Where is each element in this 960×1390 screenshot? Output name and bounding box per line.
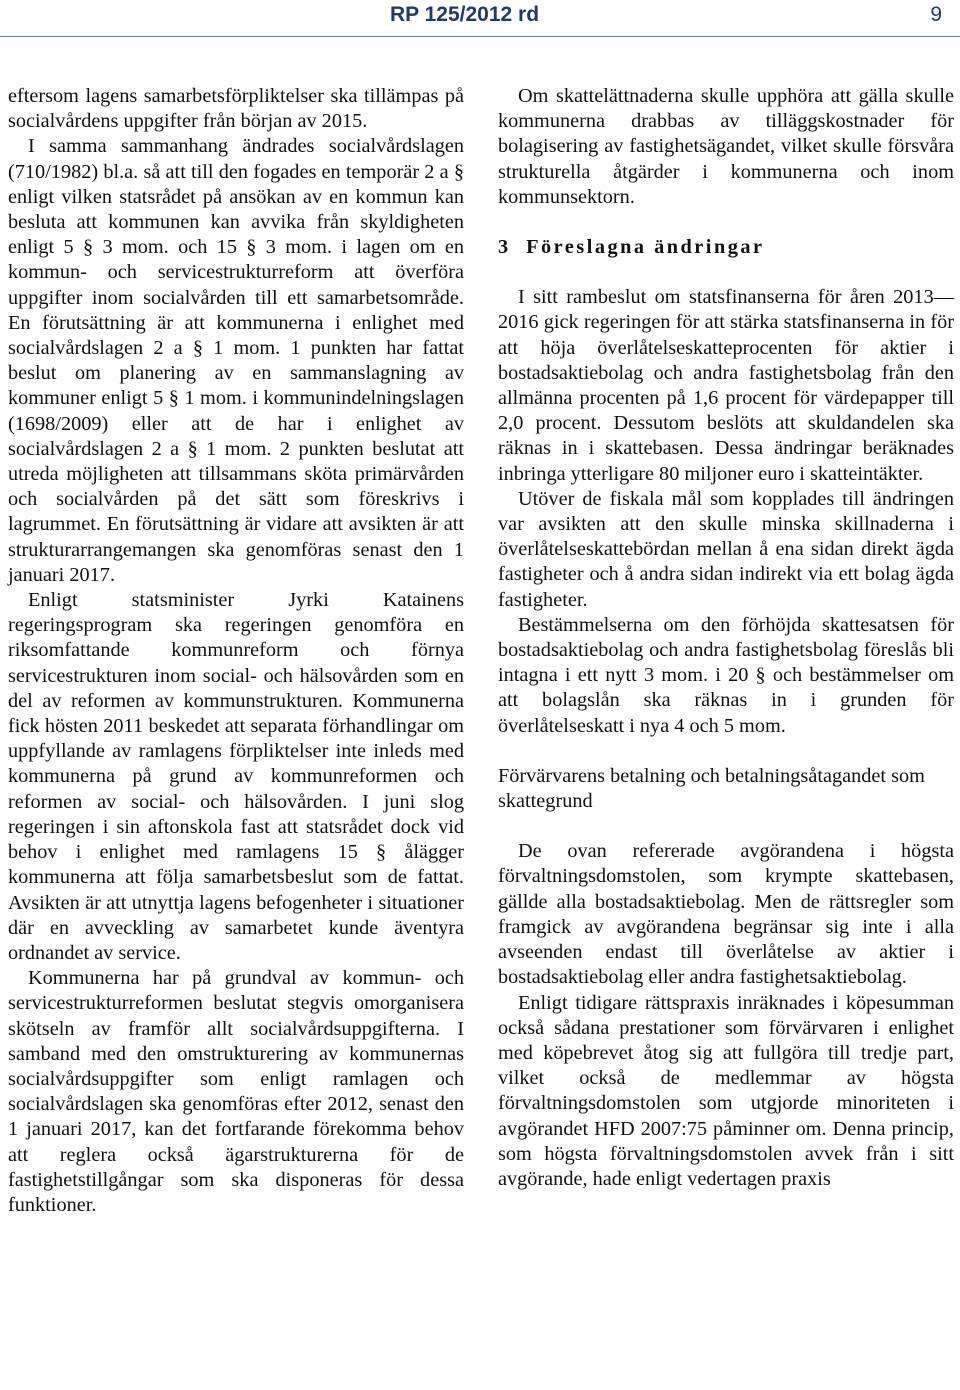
paragraph: Om skattelättnaderna skulle upphöra att gälla skulle kommunerna drabbas av tilläggskostnader för bolagisering av fastighetsägandet, vilket skulle försvåra strukturella åtgärder i kommunerna och inom kommunsektorn.	[498, 85, 954, 208]
section-title: Föreslagna ändringar	[526, 236, 765, 259]
section-number: 3	[498, 236, 509, 259]
paragraph: Enligt statsminister Jyrki Katainens regeringsprogram ska regeringen genomföra en riksomfattande kommunreform och förnya servicestrukturen inom social- och hälsovården som en del av reformen av kommunstrukturen. Kommunerna fick hösten 2011 beskedet att separata förhandlingar om uppfyllande av ramlagens förpliktelser inte inleds med kommunerna på grund av kommunreformen och reformen av social- och hälsovården. I juni slog regeringen i sin aftonskola fast att statsrådet dock vid behov i enlighet med ramlagens 15 § ålägger kommunerna att följa samarbetsbeslut som de fattat. Avsikten är att utnyttja lagens befogenheter i situationer där en avveckling av samarbetet kunde äventyra ordnandet av service.	[8, 589, 464, 964]
spacer	[498, 814, 954, 839]
paragraph: Bestämmelserna om den förhöjda skattesatsen för bostadsaktiebolag och andra fastighetsbolag föreslås bli intagna i ett nytt 3 mom. i 20 § och bestämmelser om att bolagslån ska räknas in i grunden för överlåtelseskatt i nya 4 och 5 mom.	[498, 613, 954, 737]
paragraph: De ovan refererade avgörandena i högsta förvaltningsdomstolen, som krympte skattebasen, gällde alla bostadsaktiebolag. Men de rättsregler som framgick av avgörandena begränsar sig inte i alla avseenden endast till överlåtelse av aktier i bostadsaktiebolag eller andra fastighetsaktiebolag.	[498, 840, 954, 989]
section-heading	[498, 235, 954, 260]
paragraph: Utöver de fiskala mål som kopplades till ändringen var avsikten att den skulle minska skillnaderna i överlåtelseskattebördan mellan å ena sidan direkt ägda fastigheter och å andra sidan indirekt via ett bolag ägda fastigheter.	[498, 487, 954, 611]
paragraph: I samma sammanhang ändrades socialvårdslagen (710/1982) bl.a. så att till den fogades en temporär 2 a § enligt vilken statsrådet på ansökan av en kommun kan besluta att kommunen kan avvika från skyldigheten enligt 5 § 3 mom. och 15 § 3 mom. i lagen om en kommun- och servicestrukturreform att överföra uppgifter inom socialvården till ett samarbetsområde. En förutsättning är att kommunerna i enlighet med socialvårdslagen 2 a § 1 mom. 1 punkten har fattat beslut om planering av en sammanslagning av kommuner enligt 5 § 1 mom. i kommunindelningslagen (1698/2009) eller att de har i enlighet av socialvårdslagen 2 a § 1 mom. 2 punkten beslutat att utreda möjligheten att tillsammans sköta primärvården och socialvården på det sätt som föreskrivs i lagrummet. En förutsättning är vidare att avsikten är att strukturarrangemangen ska genomföras senast den 1 januari 2017.	[8, 135, 464, 586]
left-column	[8, 84, 464, 1218]
paragraph: eftersom lagens samarbetsförpliktelser ska tillämpas på socialvårdens uppgifter från början av 2015.	[8, 85, 464, 133]
spacer	[498, 739, 954, 764]
paragraph: Kommunerna har på grundval av kommun- och servicestrukturreformen beslutat stegvis omorganisera skötseln av framför allt socialvårdsuppgifterna. I samband med den omstrukturering av kommunernas socialvårdsuppgifter som enligt ramlagen och socialvårdslagen ska genomföras efter 2012, senast den 1 januari 2017, kan det fortfarande förekomma behov att reglera också ägarstrukturerna för de fastighetstillgångar som ska disponeras för dessa funktioner.	[8, 967, 464, 1216]
header-divider	[0, 36, 960, 37]
page-number: 9	[930, 3, 942, 26]
subheading: Förvärvarens betalning och betalningsåtagandet som skattegrund	[498, 764, 925, 813]
spacer	[498, 210, 954, 235]
document-title: RP 125/2012 rd	[390, 3, 540, 26]
right-column	[498, 84, 954, 1192]
paragraph: I sitt rambeslut om statsfinanserna för åren 2013—2016 gick regeringen för att stärka statsfinanserna in för att höja överlåtelseskatteprocenten för aktier i bostadsaktiebolag och andra fastighetsbolag från den allmänna procenten på 1,6 procent för värdepapper till 2,0 procent. Dessutom beslöts att skuldandelen ska räknas in i skattebasen. Dessa ändringar beräknades inbringa ytterligare 80 miljoner euro i skatteintäkter.	[498, 286, 954, 485]
paragraph: Enligt tidigare rättspraxis inräknades i köpesumman också sådana prestationer som förvärvaren i enlighet med köpebrevet åtog sig att fullgöra till tredje part, vilket också de medlemmar av högsta förvaltningsdomstolen som utgjorde minoriteten i avgörandet HFD 2007:75 påminner om. Denna princip, som högsta förvaltningsdomstolen avvek från i sitt avgörande, hade enligt vedertagen praxis	[498, 991, 954, 1190]
spacer	[498, 260, 954, 285]
